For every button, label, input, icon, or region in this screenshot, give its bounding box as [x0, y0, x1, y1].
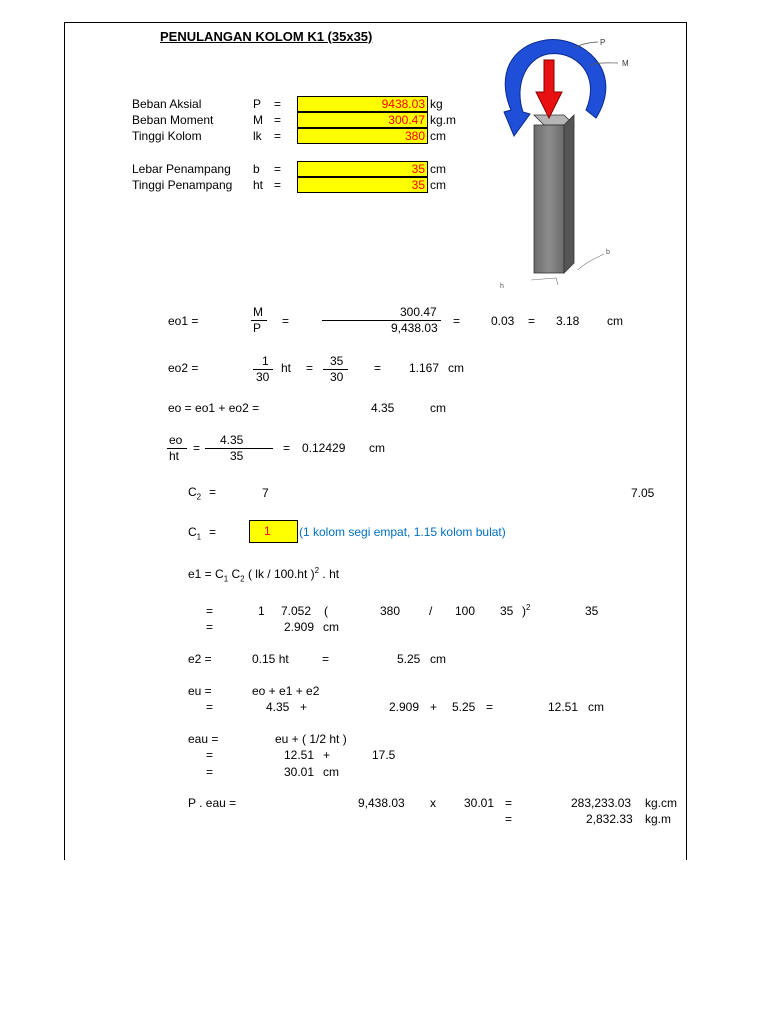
e2-expression: 0.15 ht [252, 652, 289, 666]
eo1-denominator: P [253, 321, 262, 335]
e1-c2: 7.052 [281, 604, 312, 618]
ratio-eo-value: 4.35 [220, 433, 244, 447]
figure-label-b: b [606, 249, 610, 256]
eau-label: eau = [188, 732, 219, 746]
right-border [686, 22, 687, 860]
unit: kg.cm [645, 796, 678, 810]
e1-hundred: 100 [455, 604, 476, 618]
eo2-label: eo2 = [168, 361, 199, 375]
equals: = [206, 765, 214, 779]
equals: = [486, 700, 494, 714]
unit: cm [369, 441, 385, 455]
eu-result: 12.51 [548, 700, 579, 714]
peau-result-kgcm: 283,233.03 [571, 796, 632, 810]
input-value[interactable]: 35 [297, 161, 428, 177]
eu-e2: 5.25 [452, 700, 476, 714]
c1-input[interactable]: 1 [249, 520, 298, 543]
input-symbol: lk [253, 129, 262, 143]
eo1-numerator: M [253, 305, 263, 319]
eau-result: 30.01 [284, 765, 315, 779]
input-value[interactable]: 380 [297, 128, 428, 144]
equals: = [209, 485, 217, 499]
c2-value: 7 [262, 486, 269, 500]
peau-label: P . eau = [188, 796, 237, 810]
input-equals: = [274, 113, 282, 127]
plus: + [323, 748, 331, 762]
equals: = [505, 796, 513, 810]
input-symbol: ht [253, 178, 264, 192]
times: x [430, 796, 436, 810]
equals: = [209, 525, 217, 539]
input-label: Tinggi Kolom [132, 129, 202, 143]
eo2-ht-value: 35 [330, 354, 344, 368]
eo-label: eo = eo1 + eo2 = [168, 401, 260, 415]
ratio-result: 0.12429 [302, 441, 346, 455]
input-label: Lebar Penampang [132, 162, 231, 176]
equals: = [206, 700, 214, 714]
input-label: Beban Moment [132, 113, 214, 127]
eau-eu: 12.51 [284, 748, 315, 762]
equals: = [374, 361, 382, 375]
figure-label-m: M [622, 59, 629, 68]
eo2-thirty: 30 [330, 370, 344, 384]
eo1-label: eo1 = [168, 314, 199, 328]
input-unit: cm [430, 129, 446, 143]
e1-c1: 1 [258, 604, 265, 618]
e1-ht-mult: 35 [585, 604, 599, 618]
eo2-numerator: 1 [262, 354, 269, 368]
unit: cm [323, 765, 339, 779]
input-unit: kg [430, 97, 443, 111]
unit: cm [430, 401, 446, 415]
c1-label: $C_1$ [188, 525, 202, 542]
eau-half-ht: 17.5 [372, 748, 396, 762]
input-label: Tinggi Penampang [132, 178, 233, 192]
e2-result: 5.25 [397, 652, 421, 666]
page-title: PENULANGAN KOLOM K1 (35x35) [160, 29, 373, 44]
eo2-denominator: 30 [256, 370, 270, 384]
eu-e1: 2.909 [389, 700, 420, 714]
equals: = [206, 748, 214, 762]
unit: kg.m [645, 812, 672, 826]
input-value[interactable]: 9438.03 [297, 96, 428, 112]
equals: = [206, 604, 214, 618]
e1-formula: $e1 = C_1$ $C_2$ ( lk / 100.ht )$^2$ . ht [188, 566, 340, 584]
equals: = [528, 314, 536, 328]
eo1-load-value: 9,438.03 [391, 321, 438, 335]
ratio-numerator: eo [169, 433, 183, 447]
equals: = [282, 314, 290, 328]
eu-label: eu = [188, 684, 212, 698]
ratio-denominator: ht [169, 449, 180, 463]
input-symbol: P [253, 97, 262, 111]
figure-label-h: h [500, 283, 504, 290]
input-equals: = [274, 178, 282, 192]
eo1-result-m: 0.03 [491, 314, 515, 328]
unit: cm [448, 361, 464, 375]
unit: cm [588, 700, 604, 714]
input-value[interactable]: 35 [297, 177, 428, 193]
c2-exact: 7.05 [631, 486, 655, 500]
eau-expression: eu + ( 1/2 ht ) [275, 732, 347, 746]
plus: + [430, 700, 438, 714]
e1-slash: / [429, 604, 433, 618]
input-unit: cm [430, 162, 446, 176]
peau-result-kgm: 2,832.33 [586, 812, 633, 826]
equals: = [453, 314, 461, 328]
equals: = [505, 812, 513, 826]
input-unit: cm [430, 178, 446, 192]
e1-open-paren: ( [324, 604, 328, 618]
equals: = [206, 620, 214, 634]
peau-load: 9,438.03 [358, 796, 405, 810]
input-value[interactable]: 300.47 [297, 112, 428, 128]
eo1-moment-value: 300.47 [400, 305, 437, 319]
c2-label: $C_2$ [188, 485, 202, 502]
load-arrow-icon [536, 60, 562, 118]
input-symbol: M [253, 113, 263, 127]
equals: = [306, 361, 314, 375]
c1-note: (1 kolom segi empat, 1.15 kolom bulat) [299, 525, 506, 539]
left-border [64, 22, 65, 860]
e2-label: e2 = [188, 652, 212, 666]
eu-expression: eo + e1 + e2 [252, 684, 320, 698]
input-equals: = [274, 129, 282, 143]
input-unit: kg.m [430, 113, 457, 127]
ratio-ht-value: 35 [230, 449, 244, 463]
plus: + [300, 700, 308, 714]
column-diagram [486, 30, 656, 295]
eo1-result-cm: 3.18 [556, 314, 580, 328]
eo-result: 4.35 [371, 401, 395, 415]
e1-close-paren: )$^2$ [522, 603, 531, 618]
input-symbol: b [253, 162, 260, 176]
input-label: Beban Aksial [132, 97, 202, 111]
peau-eau: 30.01 [464, 796, 495, 810]
e1-result: 2.909 [284, 620, 315, 634]
eo2-ht: ht [281, 361, 292, 375]
e1-lk: 380 [380, 604, 401, 618]
eu-eo: 4.35 [266, 700, 290, 714]
unit: cm [607, 314, 623, 328]
input-equals: = [274, 162, 282, 176]
figure-label-p: P [600, 38, 606, 47]
equals: = [322, 652, 330, 666]
equals: = [283, 441, 291, 455]
e1-ht: 35 [500, 604, 514, 618]
unit: cm [323, 620, 339, 634]
input-equals: = [274, 97, 282, 111]
eo2-result: 1.167 [409, 361, 440, 375]
equals: = [193, 441, 201, 455]
unit: cm [430, 652, 446, 666]
top-border [64, 22, 687, 23]
